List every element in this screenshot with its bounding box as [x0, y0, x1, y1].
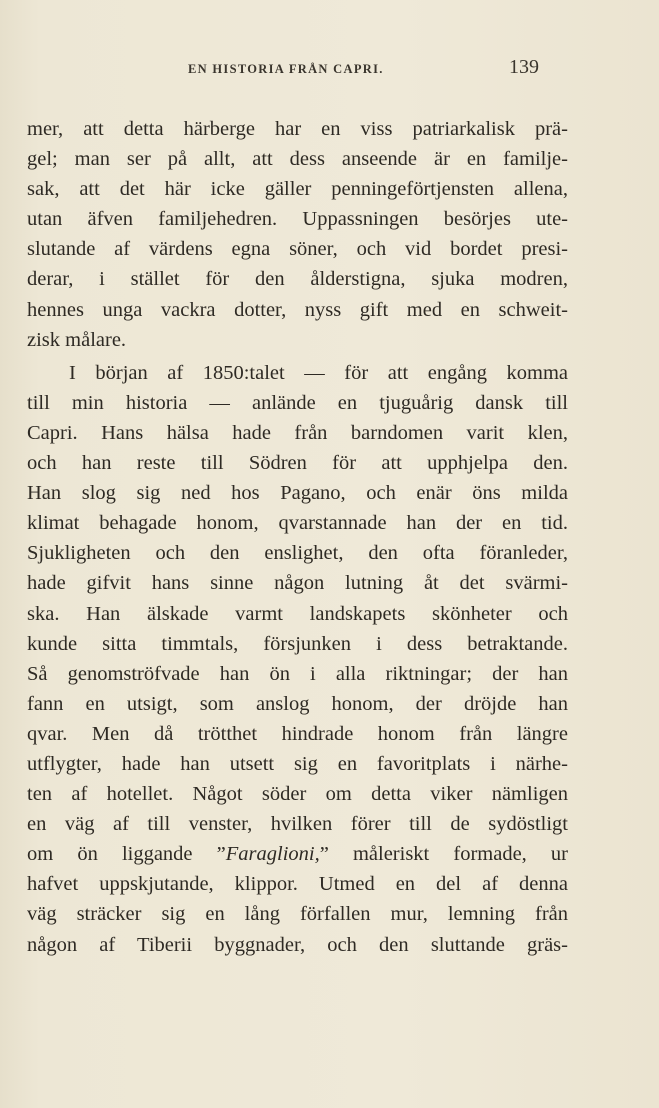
running-title: EN HISTORIA FRÅN CAPRI.: [188, 62, 384, 76]
text-line: [27, 358, 568, 388]
line-text: zisk målare.: [27, 328, 127, 351]
line-text: till min historia — anlände en tjuguårig dansk till: [27, 391, 568, 414]
text-line: [27, 388, 568, 418]
line-text: väg sträcker sig en lång förfallen mur, lemning från: [27, 903, 568, 926]
text-line: [27, 418, 568, 448]
text-line: [27, 779, 568, 809]
text-line: [27, 839, 568, 869]
line-text: någon af Tiberii byggnader, och den sluttande gräs-: [27, 933, 568, 956]
text-line: [27, 629, 568, 659]
text-line: [27, 689, 568, 719]
line-text: Capri. Hans hälsa hade från barndomen varit klen,: [27, 421, 568, 444]
text-line: [27, 204, 568, 234]
text-line: [27, 749, 568, 779]
text-line: [27, 568, 568, 598]
text-line: [27, 659, 568, 689]
line-text: hennes unga vackra dotter, nyss gift med en schweit-: [27, 298, 568, 321]
text-line: [27, 538, 568, 568]
line-text: derar, i stället för den ålderstigna, sjuka modren,: [27, 268, 568, 291]
text-line: [27, 264, 568, 294]
line-text: klimat behagade honom, qvarstannade han der en tid.: [27, 512, 568, 535]
line-text: qvar. Men då trötthet hindrade honom från längre: [27, 722, 568, 745]
text-line: [27, 114, 568, 144]
body-text: [27, 114, 568, 960]
line-text: utflygter, hade han utsett sig en favoritplats i närhe-: [27, 752, 568, 775]
text-line: [27, 478, 568, 508]
line-text: och han reste till Södren för att upphjelpa den.: [27, 452, 568, 475]
text-line: [27, 295, 568, 325]
text-line: [27, 508, 568, 538]
text-line: [27, 930, 568, 960]
line-text: ten af hotellet. Något söder om detta viker nämligen: [27, 783, 568, 806]
text-line: [27, 719, 568, 749]
line-text: utan äfven familjehedren. Uppassningen besörjes ute-: [27, 208, 568, 231]
text-line: [27, 448, 568, 478]
text-line: [27, 599, 568, 629]
line-text: sak, att det här icke gäller penningeförtjensten allena,: [27, 178, 568, 201]
paragraph: [27, 114, 568, 355]
line-text: Han slog sig ned hos Pagano, och enär öns milda: [27, 482, 568, 505]
line-text: fann en utsigt, som anslog honom, der dröjde han: [27, 692, 568, 715]
line-text: slutande af värdens egna söner, och vid bordet presi-: [27, 238, 568, 261]
line-text: I början af 1850:talet — för att engång komma: [69, 361, 568, 384]
text-line: [27, 234, 568, 264]
text-line: [27, 325, 568, 355]
line-text: mer, att detta härberge har en viss patriarkalisk prä-: [27, 118, 568, 140]
paragraph: [27, 358, 568, 960]
line-text: en väg af till venster, hvilken förer till de sydöstligt: [27, 813, 568, 836]
italic-text: Faraglioni,: [225, 843, 320, 866]
line-text: [27, 839, 568, 869]
text-line: [27, 174, 568, 204]
page-number: 139: [509, 56, 539, 78]
text-segment: ” måleriskt formade, ur: [319, 843, 568, 866]
line-text: kunde sitta timmtals, försjunken i dess betraktande.: [27, 632, 568, 655]
line-text: Så genomströfvade han ön i alla riktningar; der han: [27, 662, 568, 685]
text-line: [27, 144, 568, 174]
text-line: [27, 899, 568, 929]
line-text: ska. Han älskade varmt landskapets skönheter och: [27, 602, 568, 625]
line-text: gel; man ser på allt, att dess anseende är en familje-: [27, 148, 568, 171]
line-text: hade gifvit hans sinne någon lutning åt det svärmi-: [27, 572, 568, 595]
text-segment: om ön liggande ”: [27, 843, 226, 866]
line-text: Sjukligheten och den enslighet, den ofta föranleder,: [27, 542, 568, 565]
text-line: [27, 809, 568, 839]
text-line: [27, 869, 568, 899]
line-text: hafvet uppskjutande, klippor. Utmed en del af denna: [27, 873, 568, 896]
